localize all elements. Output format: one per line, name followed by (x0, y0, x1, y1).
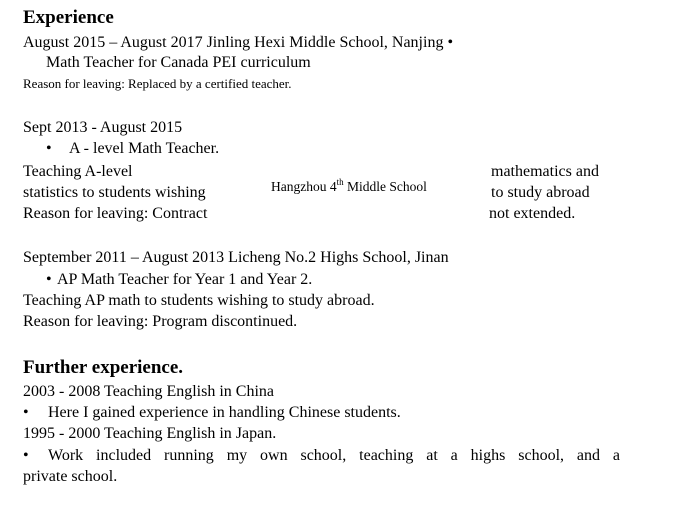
further-item-title: 1995 - 2000 Teaching English in Japan. (23, 425, 277, 442)
job2-school-rest: Middle School (343, 179, 427, 194)
job2-school-name: Hangzhou 4 (271, 179, 337, 194)
job2-school (271, 179, 427, 195)
job3-description: Teaching AP math to students wishing to study abroad. (23, 292, 375, 309)
job3-bullet-symbol: • (46, 271, 52, 288)
job2-dates: Sept 2013 - August 2015 (23, 119, 183, 136)
job2-left-line: Reason for leaving: Contract (23, 205, 208, 222)
further-item-continuation: private school. (23, 468, 118, 485)
job3-role: AP Math Teacher for Year 1 and Year 2. (57, 271, 313, 288)
experience-heading: Experience (23, 7, 114, 28)
further-item-title: 2003 - 2008 Teaching English in China (23, 383, 274, 400)
job2-right-line: mathematics and (491, 163, 599, 180)
job1-header: August 2015 – August 2017 Jinling Hexi Middle School, Nanjing • (23, 34, 454, 51)
job2-bullet-symbol: • (46, 140, 52, 157)
further-heading: Further experience. (23, 357, 184, 378)
job2-right-line: not extended. (489, 205, 576, 222)
job1-reason: Reason for leaving: Replaced by a certified teacher. (23, 76, 292, 91)
further-item-bullet: Work included running my own school, teaching at a highs school, and a (48, 447, 620, 464)
job2-school-sup: th (336, 177, 344, 187)
further-bullet-symbol: • (23, 447, 29, 464)
job2-right-line: to study abroad (491, 184, 590, 201)
job2-role: A - level Math Teacher. (69, 140, 220, 157)
job2-left-line: Teaching A-level (23, 163, 133, 180)
further-item-bullet: Here I gained experience in handling Chinese students. (48, 404, 401, 421)
job3-reason: Reason for leaving: Program discontinued. (23, 313, 298, 330)
job3-header: September 2011 – August 2013 Licheng No.2 Highs School, Jinan (23, 249, 449, 266)
further-bullet-symbol: • (23, 404, 29, 421)
job2-left-line: statistics to students wishing (23, 184, 206, 201)
job1-role: Math Teacher for Canada PEI curriculum (46, 54, 311, 71)
